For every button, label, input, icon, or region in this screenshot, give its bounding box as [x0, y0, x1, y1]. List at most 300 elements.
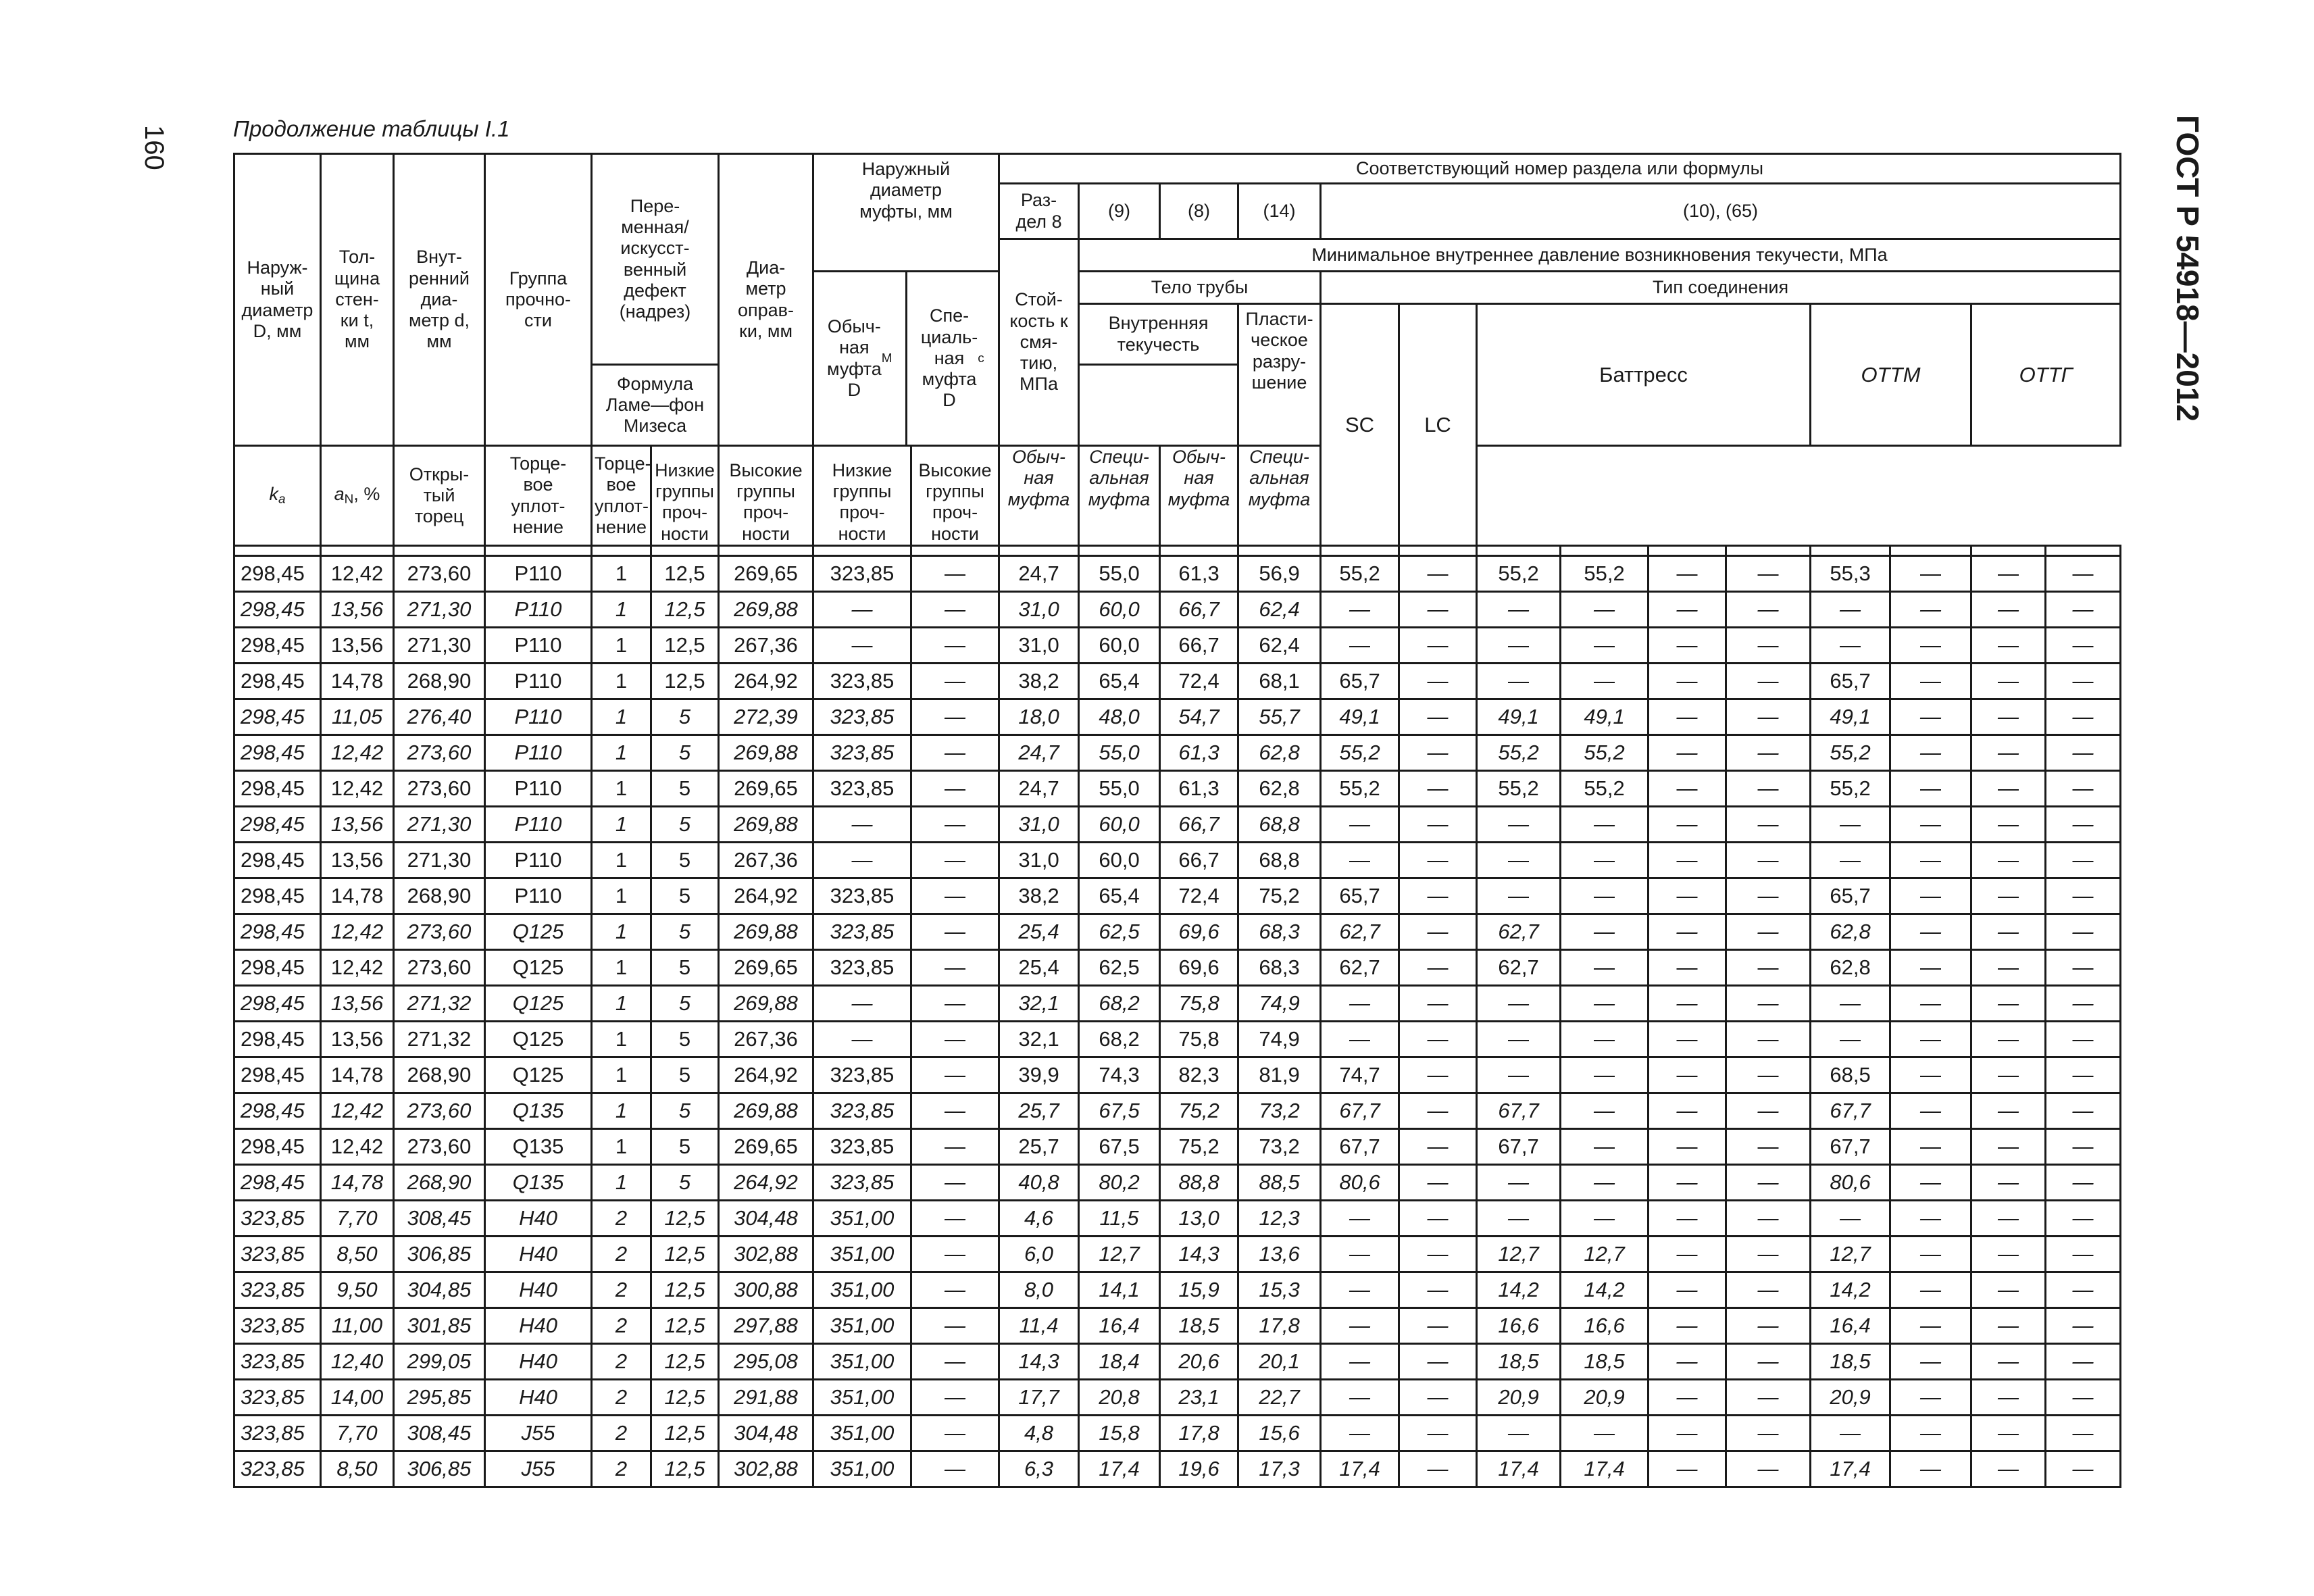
- table-cell: 269,88: [719, 914, 813, 950]
- table-row: [234, 1057, 2121, 1093]
- table-cell: 5: [651, 735, 719, 771]
- table-cell: —: [1971, 1201, 2046, 1237]
- table-cell: 264,92: [719, 878, 813, 914]
- table-cell: —: [1890, 699, 1971, 735]
- table-cell: —: [2046, 771, 2121, 807]
- table-cell: 68,3: [1238, 914, 1321, 950]
- table-cell: 8,50: [321, 1451, 394, 1487]
- table-cell: —: [1561, 807, 1649, 843]
- table-cell: 75,2: [1160, 1093, 1238, 1129]
- table-cell: —: [911, 843, 999, 878]
- table-cell: —: [2046, 628, 2121, 664]
- header-ka-label: k: [269, 484, 278, 505]
- table-cell: —: [1890, 1093, 1971, 1129]
- table-cell: —: [1726, 556, 1811, 592]
- table-cell: —: [1649, 735, 1726, 771]
- table-cell: 68,3: [1238, 950, 1321, 986]
- table-cell: 69,6: [1160, 914, 1238, 950]
- table-cell: 5: [651, 843, 719, 878]
- table-cell: —: [1399, 1272, 1477, 1308]
- table-cell: —: [2046, 914, 2121, 950]
- table-cell: 14,78: [321, 878, 394, 914]
- table-cell: Q135: [485, 1129, 592, 1165]
- table-cell: 323,85: [813, 1093, 911, 1129]
- table-cell: P110: [485, 735, 592, 771]
- table-cell: —: [1726, 1165, 1811, 1201]
- table-cell: 55,2: [1477, 771, 1561, 807]
- table-cell: 291,88: [719, 1380, 813, 1416]
- table-cell: —: [1971, 1165, 2046, 1201]
- table-cell: —: [1649, 556, 1726, 592]
- table-cell: —: [1399, 592, 1477, 628]
- table-cell: —: [1971, 699, 2046, 735]
- header-formula-14: (14): [1238, 184, 1321, 239]
- table-cell: 17,4: [1079, 1451, 1160, 1487]
- table-cell: 12,40: [321, 1344, 394, 1380]
- table-cell: 18,5: [1477, 1344, 1561, 1380]
- table-cell: 15,6: [1238, 1416, 1321, 1451]
- table-cell: —: [911, 1057, 999, 1093]
- table-cell: 5: [651, 771, 719, 807]
- table-cell: 1: [592, 664, 651, 699]
- table-cell: 61,3: [1160, 735, 1238, 771]
- table-cell: —: [1561, 628, 1649, 664]
- table-row: [234, 771, 2121, 807]
- table-cell: 5: [651, 699, 719, 735]
- table-cell: —: [1726, 986, 1811, 1022]
- header-drift-diameter: Диа- метр оправ- ки, мм: [719, 154, 813, 446]
- table-cell: —: [1890, 1344, 1971, 1380]
- table-cell: 308,45: [394, 1416, 485, 1451]
- table-cell: 11,05: [321, 699, 394, 735]
- table-cell: —: [911, 1022, 999, 1057]
- table-cell: —: [1649, 1416, 1726, 1451]
- table-cell: —: [1477, 878, 1561, 914]
- table-cell: —: [1726, 950, 1811, 986]
- table-cell: —: [1399, 1093, 1477, 1129]
- table-cell: —: [911, 556, 999, 592]
- table-cell: 72,4: [1160, 664, 1238, 699]
- table-cell: —: [813, 628, 911, 664]
- table-cell: 13,56: [321, 592, 394, 628]
- table-cell: —: [1726, 1057, 1811, 1093]
- table-cell: 264,92: [719, 664, 813, 699]
- table-cell: 269,65: [719, 1129, 813, 1165]
- table-cell: —: [1726, 1272, 1811, 1308]
- table-cell: —: [2046, 1416, 2121, 1451]
- table-cell: 6,0: [999, 1237, 1079, 1272]
- table-cell: 13,56: [321, 807, 394, 843]
- table-cell: —: [1726, 1129, 1811, 1165]
- table-cell: —: [911, 1093, 999, 1129]
- table-cell: —: [911, 628, 999, 664]
- table-cell: 68,8: [1238, 843, 1321, 878]
- table-cell: —: [1890, 1057, 1971, 1093]
- table-cell: —: [2046, 1022, 2121, 1057]
- table-cell: 298,45: [234, 878, 321, 914]
- table-cell: 323,85: [813, 556, 911, 592]
- table-cell: —: [1321, 1201, 1399, 1237]
- table-cell: —: [1971, 1451, 2046, 1487]
- table-cell: 55,7: [1238, 699, 1321, 735]
- table-cell: 2: [592, 1308, 651, 1344]
- table-cell: —: [1890, 771, 1971, 807]
- table-cell: —: [1649, 986, 1726, 1022]
- table-cell: 351,00: [813, 1272, 911, 1308]
- table-cell: —: [2046, 699, 2121, 735]
- table-cell: —: [1971, 1129, 2046, 1165]
- table-cell: —: [1890, 1201, 1971, 1237]
- table-cell: —: [1649, 592, 1726, 628]
- table-cell: —: [2046, 1201, 2121, 1237]
- table-cell: —: [2046, 950, 2121, 986]
- table-cell: 55,2: [1321, 771, 1399, 807]
- table-cell: 12,42: [321, 914, 394, 950]
- table-cell: —: [1726, 1308, 1811, 1344]
- table-cell: 264,92: [719, 1165, 813, 1201]
- table-cell: —: [1811, 843, 1890, 878]
- table-cell: —: [1890, 628, 1971, 664]
- table-cell: 268,90: [394, 1057, 485, 1093]
- table-cell: 17,7: [999, 1380, 1079, 1416]
- table-cell: 62,8: [1238, 735, 1321, 771]
- table-cell: 12,5: [651, 592, 719, 628]
- table-cell: 31,0: [999, 843, 1079, 878]
- header-formula-8: (8): [1160, 184, 1238, 239]
- header-buttress-special-high: Высокие группы проч- ности: [911, 446, 999, 546]
- table-cell: —: [1399, 1451, 1477, 1487]
- table-cell: P110: [485, 628, 592, 664]
- header-an-sub: N: [344, 492, 354, 507]
- table-cell: 12,5: [651, 1451, 719, 1487]
- table-cell: 65,4: [1079, 878, 1160, 914]
- table-cell: 299,05: [394, 1344, 485, 1380]
- table-cell: 323,85: [813, 1129, 911, 1165]
- table-cell: 5: [651, 986, 719, 1022]
- table-cell: —: [2046, 1344, 2121, 1380]
- table-cell: 67,7: [1321, 1093, 1399, 1129]
- table-cell: H40: [485, 1380, 592, 1416]
- table-cell: —: [1649, 628, 1726, 664]
- header-an-label: a: [334, 484, 345, 505]
- header-ottg-special: Специ- альная муфта: [1238, 446, 1321, 546]
- table-cell: P110: [485, 807, 592, 843]
- table-cell: 65,7: [1811, 878, 1890, 914]
- table-cell: H40: [485, 1308, 592, 1344]
- table-cell: 68,1: [1238, 664, 1321, 699]
- table-row: [234, 1308, 2121, 1344]
- table-cell: 323,85: [813, 878, 911, 914]
- table-cell: 11,5: [1079, 1201, 1160, 1237]
- table-cell: —: [1726, 1093, 1811, 1129]
- table-cell: —: [911, 1416, 999, 1451]
- table-cell: 298,45: [234, 556, 321, 592]
- header-plastic-failure: Пласти- ческое разру- шение: [1238, 304, 1321, 446]
- table-cell: 62,7: [1477, 914, 1561, 950]
- table-cell: 62,4: [1238, 628, 1321, 664]
- table-cell: 18,5: [1811, 1344, 1890, 1380]
- table-cell: 67,7: [1477, 1093, 1561, 1129]
- table-cell: 25,4: [999, 914, 1079, 950]
- table-cell: —: [1649, 1237, 1726, 1272]
- table-cell: —: [1399, 664, 1477, 699]
- table-cell: 14,2: [1811, 1272, 1890, 1308]
- table-cell: 55,2: [1811, 735, 1890, 771]
- header-ottm-regular: Обыч- ная муфта: [999, 446, 1079, 546]
- table-cell: —: [813, 807, 911, 843]
- table-cell: —: [911, 735, 999, 771]
- table-cell: —: [1726, 914, 1811, 950]
- table-cell: —: [1649, 843, 1726, 878]
- table-cell: —: [1321, 807, 1399, 843]
- table-cell: P110: [485, 592, 592, 628]
- table-cell: 55,3: [1811, 556, 1890, 592]
- table-cell: 88,8: [1160, 1165, 1238, 1201]
- table-cell: 55,2: [1561, 556, 1649, 592]
- table-cell: 323,85: [813, 735, 911, 771]
- table-cell: 55,2: [1321, 735, 1399, 771]
- table-cell: 298,45: [234, 1093, 321, 1129]
- table-cell: 65,7: [1321, 878, 1399, 914]
- table-cell: 267,36: [719, 1022, 813, 1057]
- table-row: [234, 986, 2121, 1022]
- table-cell: 75,2: [1238, 878, 1321, 914]
- table-cell: 273,60: [394, 1093, 485, 1129]
- table-cell: 1: [592, 592, 651, 628]
- table-cell: —: [1561, 843, 1649, 878]
- table-cell: —: [1811, 1022, 1890, 1057]
- table-cell: —: [1399, 1129, 1477, 1165]
- table-cell: —: [2046, 664, 2121, 699]
- table-row: [234, 592, 2121, 628]
- table-cell: —: [1399, 1237, 1477, 1272]
- table-cell: 302,88: [719, 1451, 813, 1487]
- table-cell: 14,00: [321, 1380, 394, 1416]
- table-cell: 1: [592, 878, 651, 914]
- table-cell: —: [1477, 628, 1561, 664]
- table-cell: —: [1971, 878, 2046, 914]
- table-cell: 298,45: [234, 592, 321, 628]
- header-sc: SC: [1321, 304, 1399, 546]
- table-row: [234, 735, 2121, 771]
- table-cell: —: [1726, 1344, 1811, 1380]
- table-cell: —: [1561, 1093, 1649, 1129]
- table-cell: —: [1726, 664, 1811, 699]
- table-cell: —: [1399, 699, 1477, 735]
- table-cell: 2: [592, 1451, 651, 1487]
- table-cell: 13,56: [321, 843, 394, 878]
- table-row: [234, 1165, 2121, 1201]
- table-cell: 298,45: [234, 735, 321, 771]
- table-cell: 67,5: [1079, 1093, 1160, 1129]
- table-cell: J55: [485, 1451, 592, 1487]
- table-cell: 12,7: [1079, 1237, 1160, 1272]
- table-cell: 323,85: [234, 1416, 321, 1451]
- table-row: [234, 1451, 2121, 1487]
- table-cell: —: [1321, 986, 1399, 1022]
- table-cell: —: [1890, 556, 1971, 592]
- table-cell: 55,2: [1321, 556, 1399, 592]
- table-cell: 14,2: [1561, 1272, 1649, 1308]
- table-cell: 12,5: [651, 1416, 719, 1451]
- table-cell: —: [2046, 1165, 2121, 1201]
- table-cell: 298,45: [234, 771, 321, 807]
- document-code: ГОСТ Р 54918—2012: [2170, 115, 2205, 422]
- header-section-or-formula: Соответствующий номер раздела или формулы: [999, 154, 2121, 184]
- table-cell: 17,4: [1811, 1451, 1890, 1487]
- table-cell: —: [1649, 699, 1726, 735]
- table-cell: —: [911, 986, 999, 1022]
- table-cell: —: [911, 1344, 999, 1380]
- table-cell: —: [1649, 1057, 1726, 1093]
- table-cell: 351,00: [813, 1344, 911, 1380]
- table-cell: —: [2046, 1057, 2121, 1093]
- table-cell: —: [1971, 843, 2046, 878]
- table-cell: 11,00: [321, 1308, 394, 1344]
- table-cell: Q125: [485, 914, 592, 950]
- table-cell: —: [1561, 986, 1649, 1022]
- table-cell: —: [1890, 986, 1971, 1022]
- table-cell: —: [911, 950, 999, 986]
- table-cell: 48,0: [1079, 699, 1160, 735]
- table-cell: 12,5: [651, 628, 719, 664]
- table-cell: 55,2: [1811, 771, 1890, 807]
- header-outer-diameter: Наруж- ный диаметр D, мм: [234, 154, 321, 446]
- header-end-seal: Торце- вое уплот- нение: [485, 446, 592, 546]
- table-cell: —: [813, 986, 911, 1022]
- table-cell: —: [1561, 1057, 1649, 1093]
- table-cell: 62,5: [1079, 950, 1160, 986]
- table-cell: 2: [592, 1201, 651, 1237]
- table-cell: —: [911, 914, 999, 950]
- table-row: [234, 1093, 2121, 1129]
- table-cell: 1: [592, 735, 651, 771]
- table-cell: 323,85: [234, 1380, 321, 1416]
- table-cell: 14,2: [1477, 1272, 1561, 1308]
- header-ottm: ОТТМ: [1811, 304, 1971, 446]
- table-row: [234, 556, 2121, 592]
- table-cell: 351,00: [813, 1237, 911, 1272]
- table-cell: 12,42: [321, 950, 394, 986]
- table-cell: 1: [592, 628, 651, 664]
- table-cell: 304,85: [394, 1272, 485, 1308]
- table-cell: —: [1561, 914, 1649, 950]
- table-cell: 267,36: [719, 628, 813, 664]
- table-cell: H40: [485, 1201, 592, 1237]
- table-cell: 323,85: [813, 950, 911, 986]
- table-cell: —: [1321, 1022, 1399, 1057]
- table-cell: —: [1321, 1344, 1399, 1380]
- table-cell: 1: [592, 1165, 651, 1201]
- table-cell: 20,6: [1160, 1344, 1238, 1380]
- table-cell: —: [1399, 843, 1477, 878]
- table-cell: —: [1399, 1380, 1477, 1416]
- table-cell: Q125: [485, 986, 592, 1022]
- table-cell: 74,7: [1321, 1057, 1399, 1093]
- table-cell: —: [1726, 1237, 1811, 1272]
- header-pipe-body: Тело трубы: [1079, 272, 1321, 304]
- table-cell: 68,2: [1079, 986, 1160, 1022]
- table-cell: 6,3: [999, 1451, 1079, 1487]
- table-cell: 323,85: [813, 914, 911, 950]
- table-cell: —: [1890, 878, 1971, 914]
- table-row: [234, 843, 2121, 878]
- table-cell: 1: [592, 1093, 651, 1129]
- table-cell: —: [1561, 1201, 1649, 1237]
- table-cell: —: [1649, 771, 1726, 807]
- table-cell: 13,56: [321, 1022, 394, 1057]
- table-cell: 65,4: [1079, 664, 1160, 699]
- table-cell: 18,0: [999, 699, 1079, 735]
- table-cell: —: [1726, 771, 1811, 807]
- table-cell: 80,2: [1079, 1165, 1160, 1201]
- table-cell: Q135: [485, 1093, 592, 1129]
- table-cell: 25,7: [999, 1129, 1079, 1165]
- table-cell: 67,7: [1477, 1129, 1561, 1165]
- table-cell: 272,39: [719, 699, 813, 735]
- table-cell: 298,45: [234, 950, 321, 986]
- table-cell: —: [1649, 1165, 1726, 1201]
- header-lc: LC: [1399, 304, 1477, 546]
- table-cell: 75,2: [1160, 1129, 1238, 1165]
- table-cell: 66,7: [1160, 628, 1238, 664]
- table-cell: —: [1649, 807, 1726, 843]
- table-row: [234, 950, 2121, 986]
- table-cell: 31,0: [999, 592, 1079, 628]
- table-cell: 66,7: [1160, 843, 1238, 878]
- table-cell: —: [1649, 1022, 1726, 1057]
- table-cell: 273,60: [394, 735, 485, 771]
- table-cell: —: [1890, 1129, 1971, 1165]
- table-cell: —: [1561, 1416, 1649, 1451]
- table-cell: —: [1561, 1022, 1649, 1057]
- table-cell: 17,3: [1238, 1451, 1321, 1487]
- table-cell: 14,1: [1079, 1272, 1160, 1308]
- table-cell: 298,45: [234, 986, 321, 1022]
- table-row: [234, 1416, 2121, 1451]
- table-cell: 271,30: [394, 807, 485, 843]
- table-cell: 1: [592, 807, 651, 843]
- table-cell: —: [1321, 1308, 1399, 1344]
- header-end-seal-plastic: Торце- вое уплот- нение: [592, 446, 651, 546]
- table-cell: 75,8: [1160, 986, 1238, 1022]
- table-cell: 17,4: [1477, 1451, 1561, 1487]
- table-row: [234, 1344, 2121, 1380]
- header-wall-thickness: Тол- щина стен- ки t, мм: [321, 154, 394, 446]
- table-cell: 81,9: [1238, 1057, 1321, 1093]
- table-cell: 323,85: [813, 771, 911, 807]
- table-cell: 60,0: [1079, 807, 1160, 843]
- table-cell: 323,85: [813, 1165, 911, 1201]
- table-cell: —: [1321, 592, 1399, 628]
- table-cell: 12,5: [651, 1237, 719, 1272]
- table-cell: 12,5: [651, 1380, 719, 1416]
- table-cell: —: [1971, 771, 2046, 807]
- table-cell: —: [1726, 628, 1811, 664]
- table-cell: 65,7: [1811, 664, 1890, 699]
- table-row: [234, 1272, 2121, 1308]
- table-cell: 14,78: [321, 1057, 394, 1093]
- table-cell: Q135: [485, 1165, 592, 1201]
- table-cell: 13,56: [321, 628, 394, 664]
- table-cell: 68,2: [1079, 1022, 1160, 1057]
- table-cell: —: [1726, 843, 1811, 878]
- table-cell: —: [1321, 843, 1399, 878]
- table-cell: 1: [592, 1057, 651, 1093]
- table-cell: 55,2: [1477, 556, 1561, 592]
- table-cell: —: [813, 843, 911, 878]
- table-cell: 298,45: [234, 1129, 321, 1165]
